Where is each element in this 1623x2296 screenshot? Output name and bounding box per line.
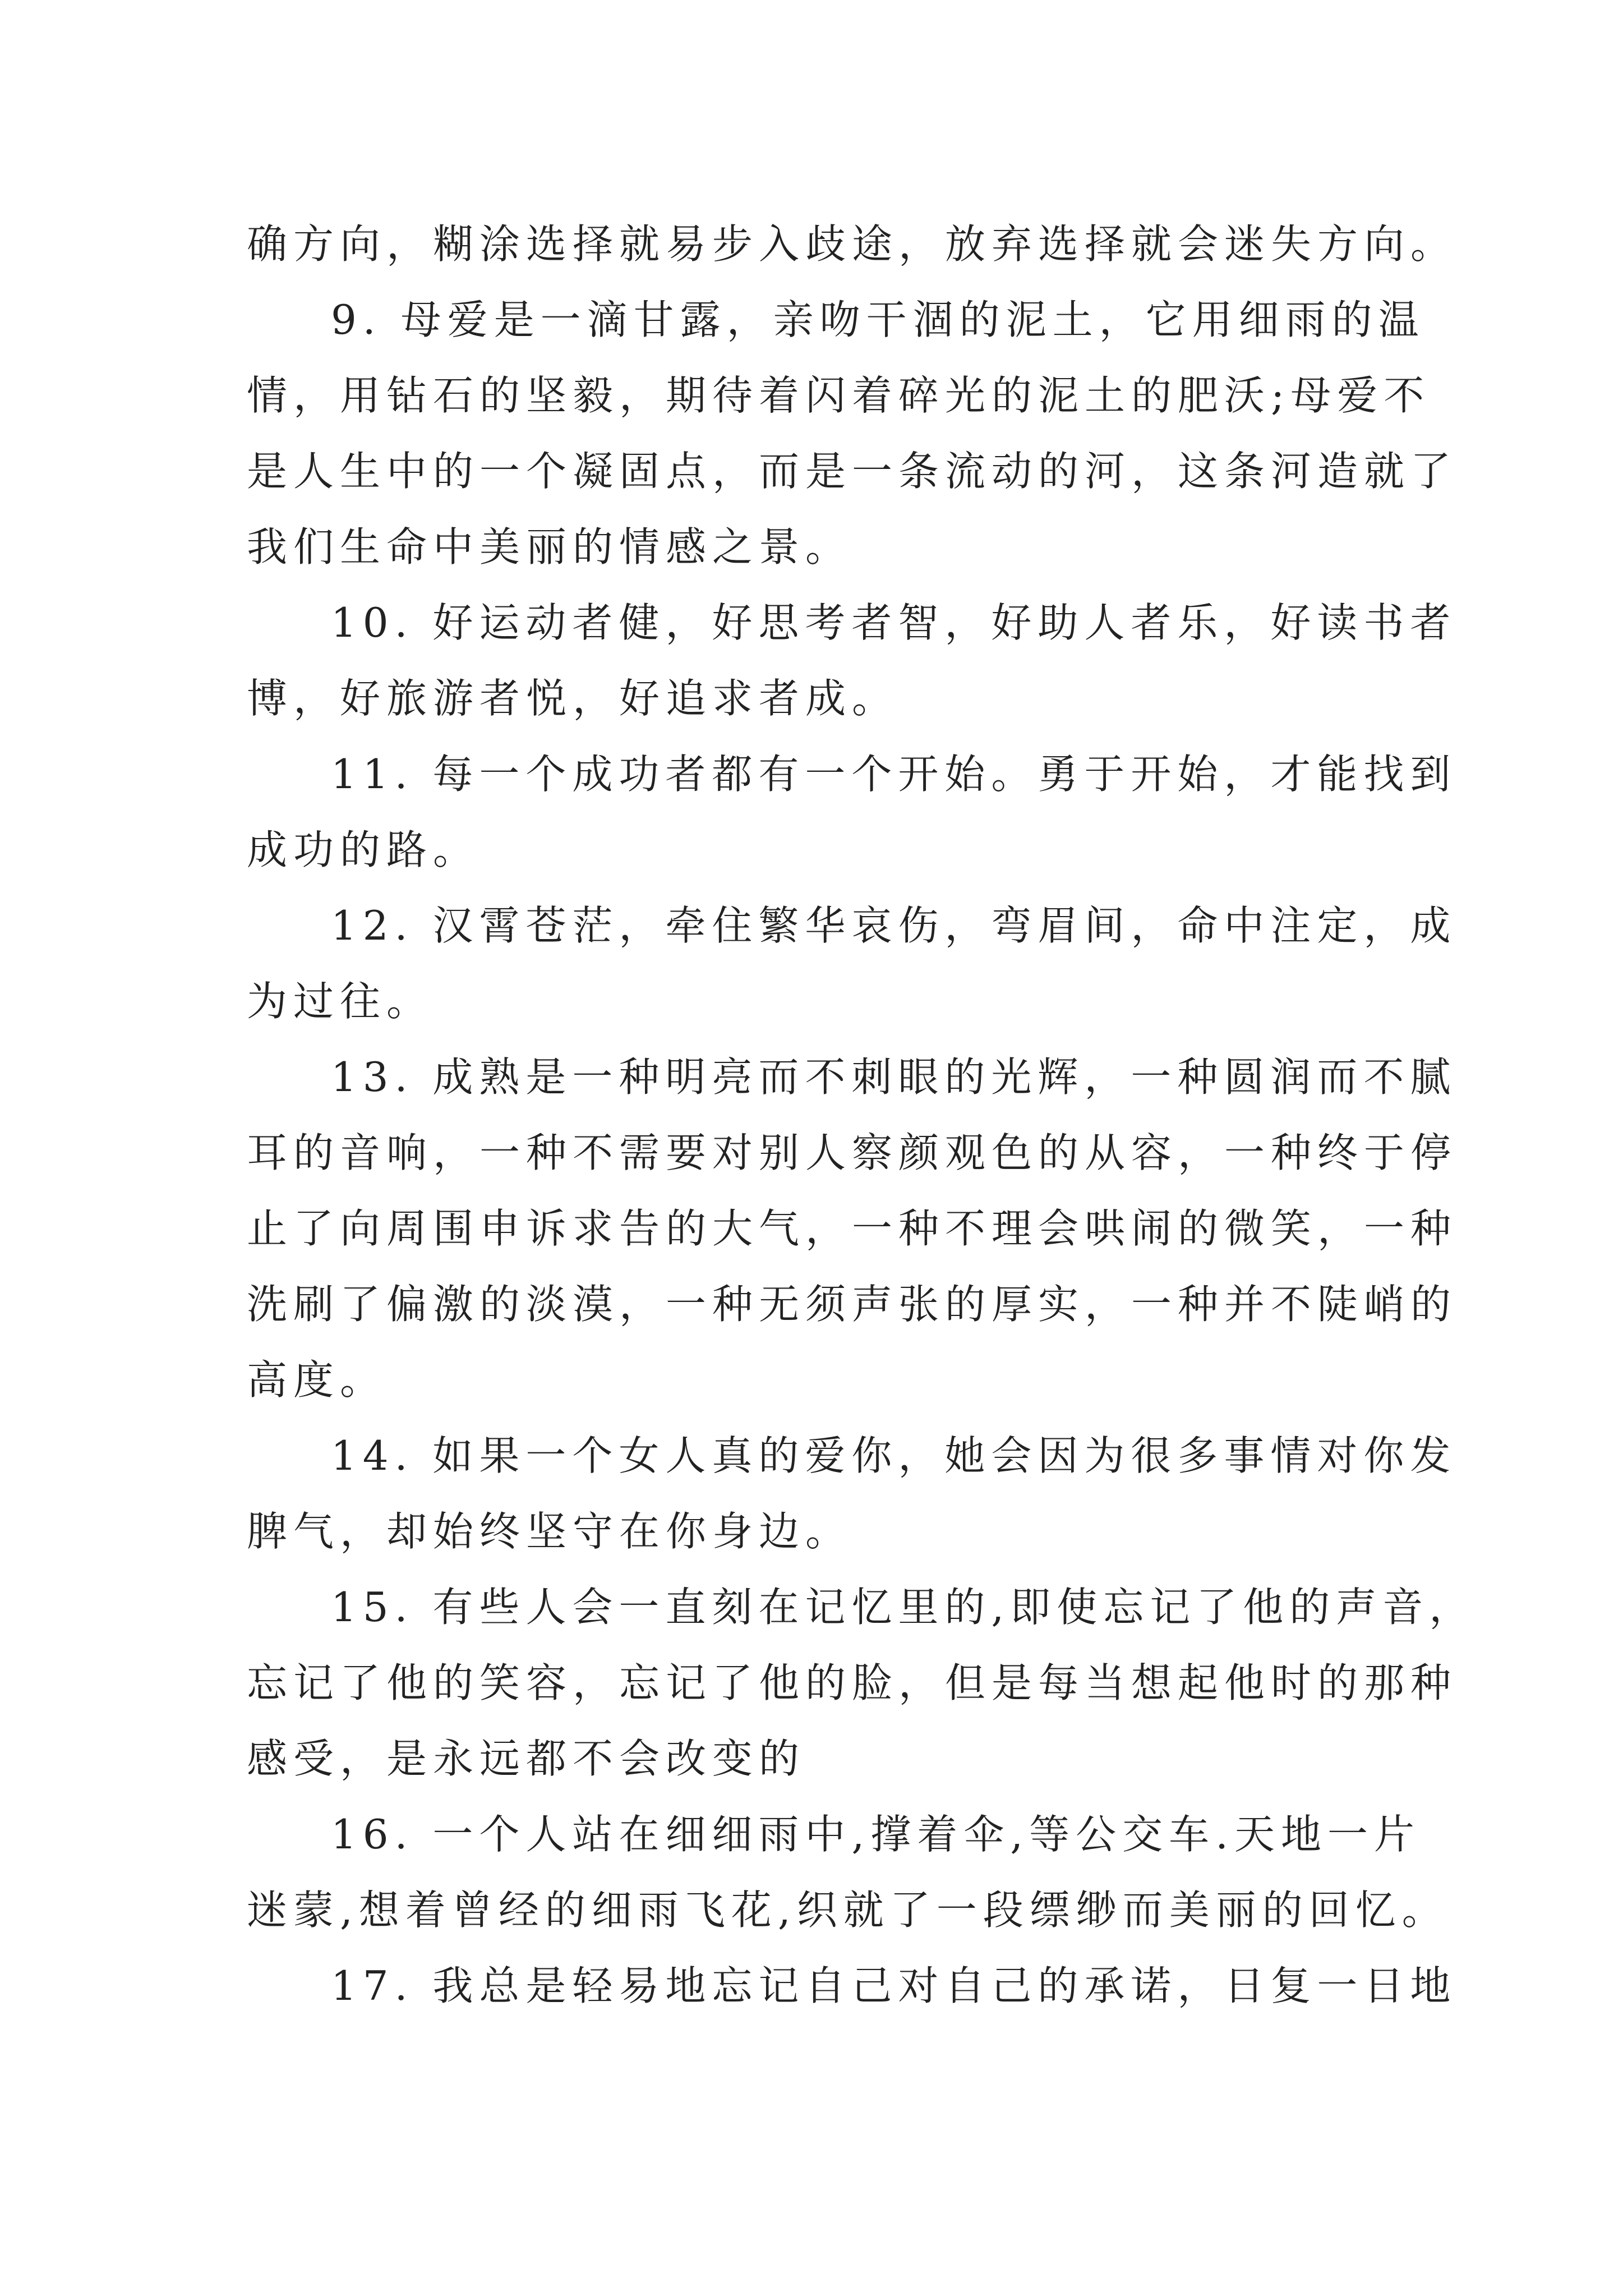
text-line: 15. 有些人会一直刻在记忆里的,即使忘记了他的声音，	[331, 1584, 1476, 1631]
text-line: 为过往。	[247, 978, 434, 1025]
text-line: 17. 我总是轻易地忘记自己对自己的承诺，日复一日地	[331, 1962, 1457, 2009]
text-line: 14. 如果一个女人真的爱你，她会因为很多事情对你发	[331, 1432, 1457, 1479]
text-line: 我们生命中美丽的情感之景。	[247, 523, 852, 570]
text-line: 成功的路。	[247, 826, 480, 873]
text-line: 感受，是永远都不会改变的	[247, 1735, 806, 1782]
text-line: 忘记了他的笑容，忘记了他的脸，但是每当想起他时的那种	[247, 1659, 1458, 1706]
text-line: 情，用钻石的坚毅，期待着闪着碎光的泥土的肥沃;母爱不	[247, 372, 1431, 419]
text-line: 迷蒙,想着曾经的细雨飞花,织就了一段缥缈而美丽的回忆。	[247, 1887, 1449, 1934]
text-line: 止了向周围申诉求告的大气，一种不理会哄闹的微笑，一种	[247, 1205, 1458, 1252]
text-line: 10. 好运动者健，好思考者智，好助人者乐，好读书者	[331, 599, 1457, 646]
text-line: 脾气，却始终坚守在你身边。	[247, 1508, 852, 1555]
text-line: 博，好旅游者悦，好追求者成。	[247, 675, 899, 722]
text-line: 洗刷了偏激的淡漠，一种无须声张的厚实，一种并不陡峭的	[247, 1281, 1458, 1328]
text-line: 确方向，糊涂选择就易步入歧途，放弃选择就会迷失方向。	[247, 220, 1458, 268]
text-line: 13. 成熟是一种明亮而不刺眼的光辉，一种圆润而不腻	[331, 1053, 1457, 1101]
text-line: 耳的音响，一种不需要对别人察颜观色的从容，一种终于停	[247, 1129, 1458, 1176]
text-line: 11. 每一个成功者都有一个开始。勇于开始，才能找到	[331, 751, 1457, 798]
text-line: 12. 汉霄苍茫，牵住繁华哀伤，弯眉间，命中注定，成	[331, 902, 1457, 949]
text-line: 是人生中的一个凝固点，而是一条流动的河，这条河造就了	[247, 448, 1458, 495]
text-line: 9. 母爱是一滴甘露，亲吻干涸的泥土，它用细雨的温	[331, 296, 1425, 343]
text-line: 高度。	[247, 1356, 387, 1404]
text-line: 16. 一个人站在细细雨中,撑着伞,等公交车.天地一片	[331, 1811, 1421, 1858]
